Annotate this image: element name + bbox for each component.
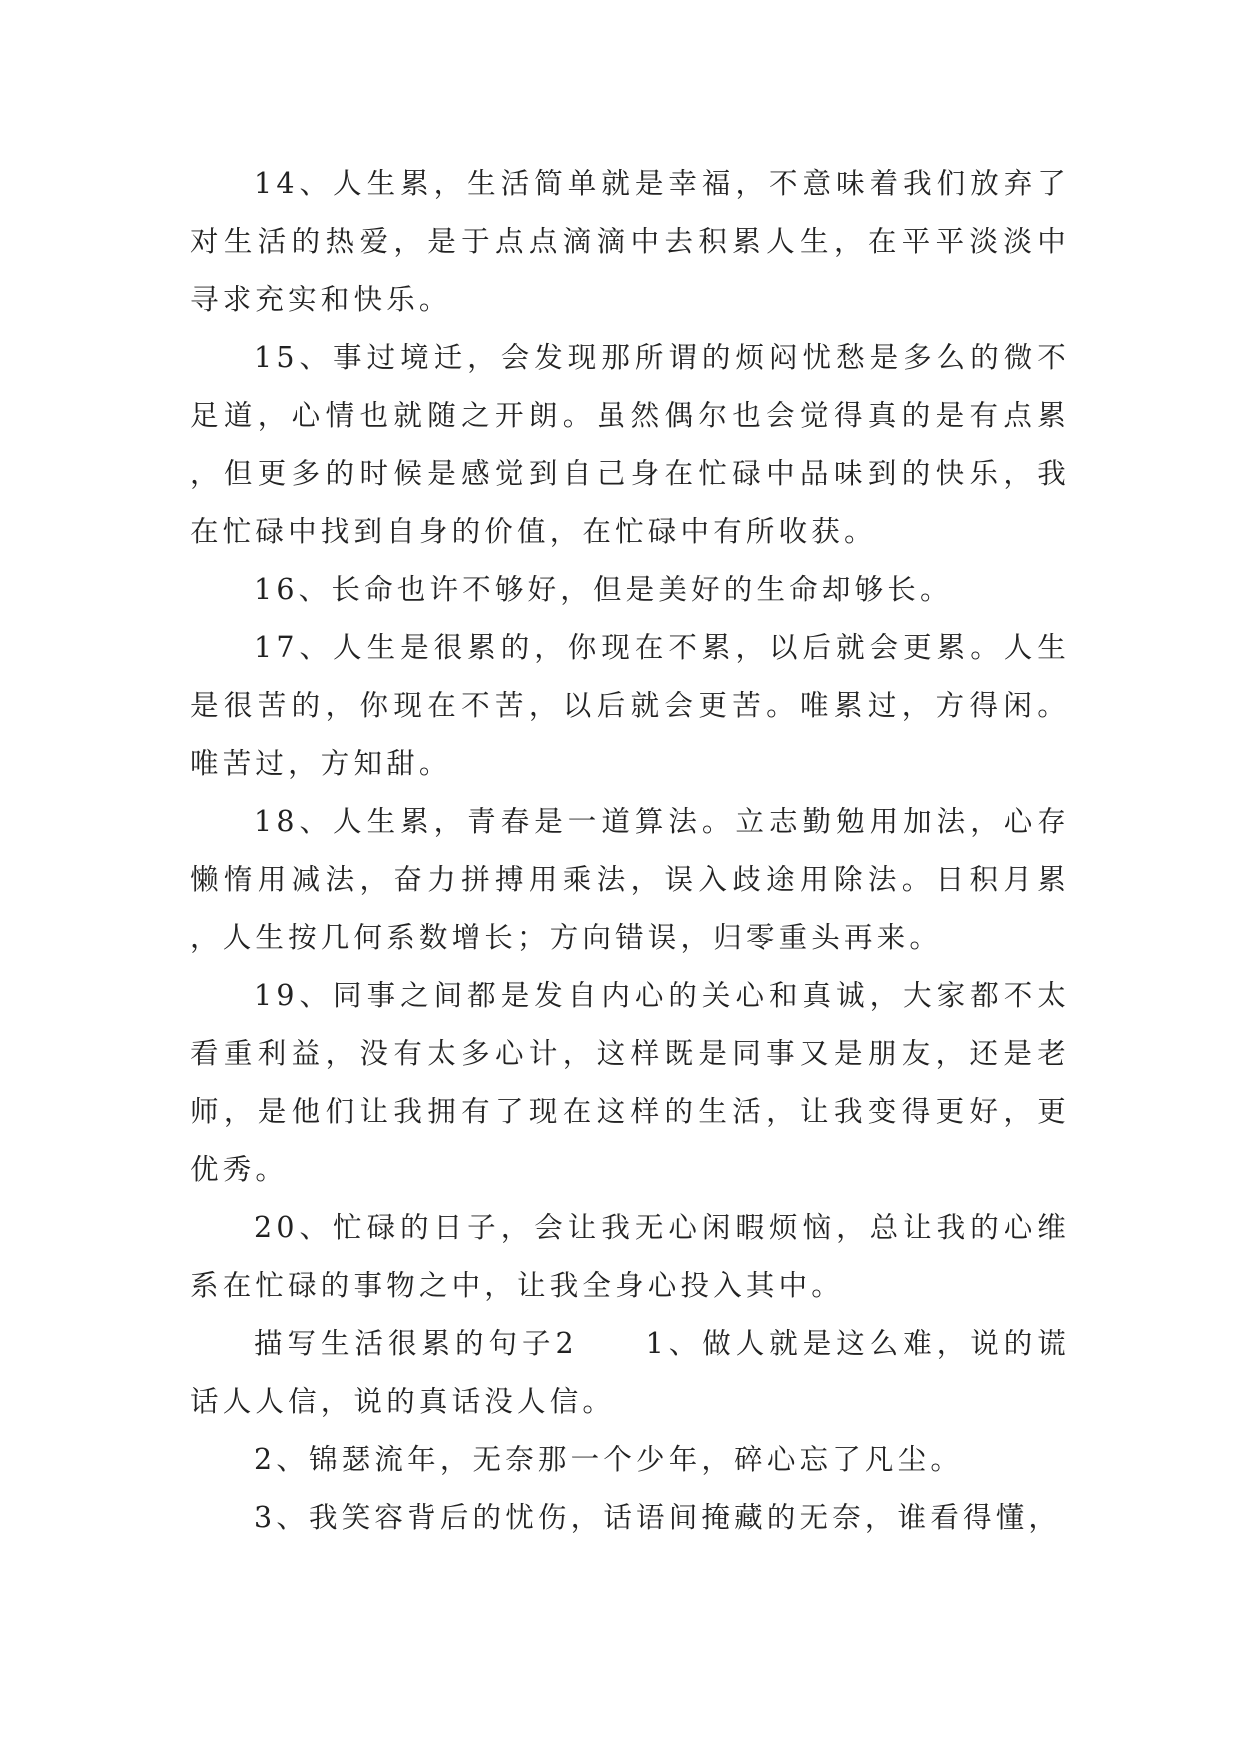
paragraph-20: 20、忙碌的日子，会让我无心闲暇烦恼，总让我的心维系在忙碌的事物之中，让我全身心投入其中。 xyxy=(190,1211,1070,1302)
paragraph-2: 2、锦瑟流年，无奈那一个少年，碎心忘了凡尘。 xyxy=(254,1443,964,1476)
paragraph-3: 3、我笑容背后的忧伤，话语间掩藏的无奈，谁看得懂， xyxy=(254,1501,1062,1534)
paragraph-15: 15、事过境迁，会发现那所谓的烦闷忧愁是多么的微不足道，心情也就随之开朗。虽然偶尔也会觉得真的是有点累，但更多的时候是感觉到自己身在忙碌中品味到的快乐，我在忙碌中找到自身的价值，在忙碌中有所收获。 xyxy=(190,341,1070,548)
section-heading-paragraph: 描写生活很累的句子2 1、做人就是这么难，说的谎话人人信，说的真话没人信。 xyxy=(190,1327,1070,1418)
paragraph-19: 19、同事之间都是发自内心的关心和真诚，大家都不太看重利益，没有太多心计，这样既是同事又是朋友，还是老师，是他们让我拥有了现在这样的生活，让我变得更好，更优秀。 xyxy=(190,979,1070,1186)
document-body xyxy=(190,155,1070,1547)
paragraph-18: 18、人生累，青春是一道算法。立志勤勉用加法，心存懒惰用减法，奋力拼搏用乘法，误入歧途用除法。日积月累，人生按几何系数增长；方向错误，归零重头再来。 xyxy=(190,805,1070,954)
paragraph-14: 14、人生累，生活简单就是幸福，不意味着我们放弃了对生活的热爱，是于点点滴滴中去积累人生，在平平淡淡中寻求充实和快乐。 xyxy=(190,167,1070,316)
paragraph-16: 16、长命也许不够好，但是美好的生命却够长。 xyxy=(254,573,953,606)
paragraph-17: 17、人生是很累的，你现在不累，以后就会更累。人生是很苦的，你现在不苦，以后就会更苦。唯累过，方得闲。唯苦过，方知甜。 xyxy=(190,631,1070,780)
